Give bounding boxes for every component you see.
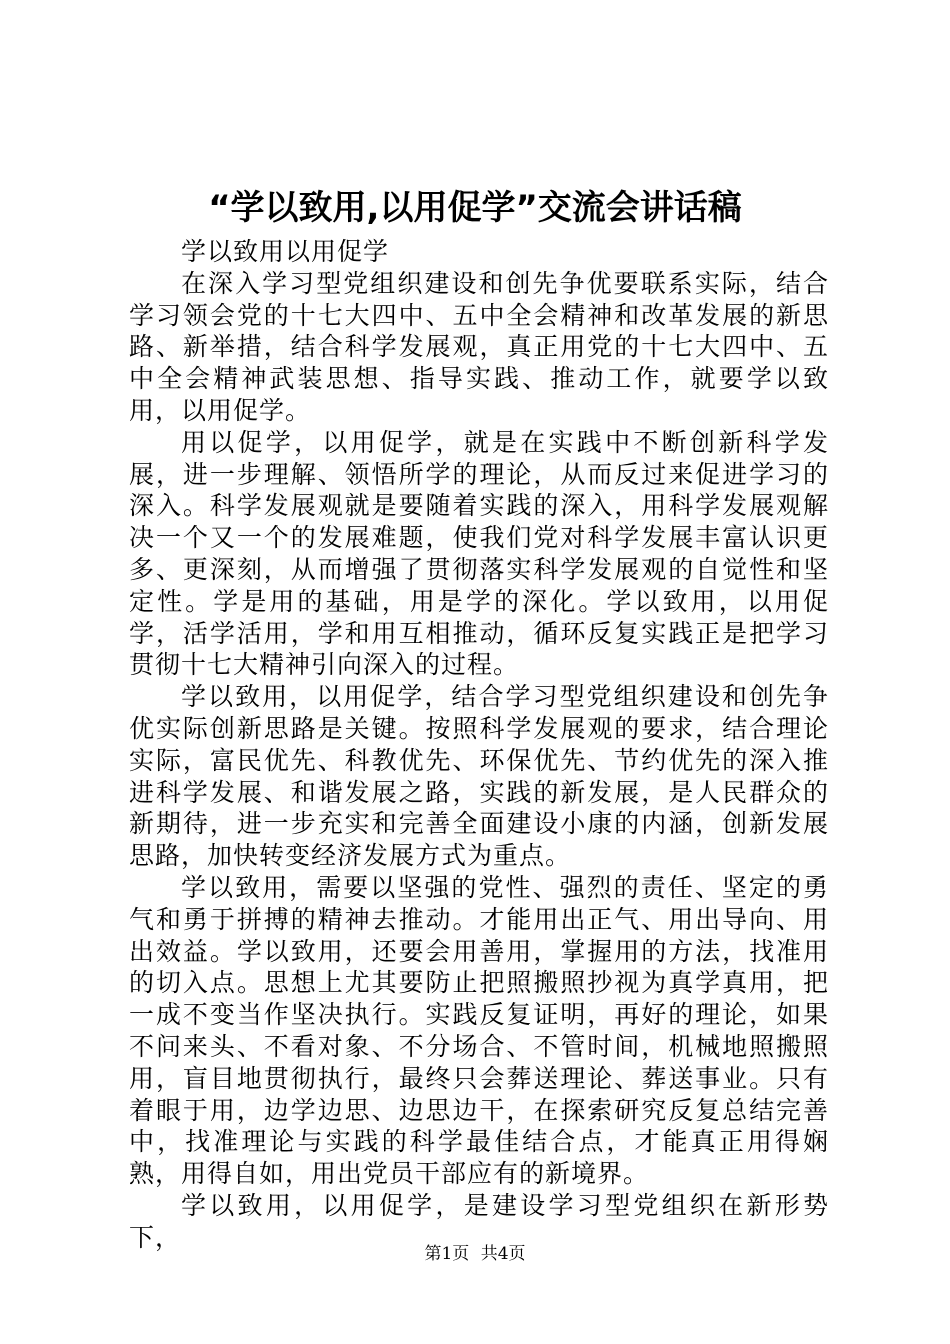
document-title: “学以致用,以用促学”交流会讲话稿	[208, 188, 742, 228]
body-paragraph: 用以促学，以用促学，就是在实践中不断创新科学发展，进一步理解、领悟所学的理论，从而反过来促进学习的深入。科学发展观就是要随着实践的深入，用科学发展观解决一个又一个的发展难题，使我们党对科学发展丰富认识更多、更深刻，从而增强了贯彻落实科学发展观的自觉性和坚定性。学是用的基础，用是学的深化。学以致用，以用促学，活学活用，学和用互相推动，循环反复实践正是把学习贯彻十七大精神引向深入的过程。	[129, 427, 829, 680]
body-paragraph: 学以致用，以用促学，结合学习型党组织建设和创先争优实际创新思路是关键。按照科学发展观的要求，结合理论实际，富民优先、科教优先、环保优先、节约优先的深入推进科学发展、和谐发展之路，实践的新发展，是人民群众的新期待，进一步充实和完善全面建设小康的内涵，创新发展思路，加快转变经济发展方式为重点。	[129, 682, 829, 871]
page-number: 第1页	[424, 1244, 470, 1264]
body-paragraph: 学以致用以用促学	[181, 237, 390, 266]
body-paragraph: 学以致用，以用促学，是建设学习型党组织在新形势下，	[129, 1190, 829, 1252]
page-footer	[0, 1243, 950, 1265]
body-paragraph: 学以致用，需要以坚强的党性、强烈的责任、坚定的勇气和勇于拼搏的精神去推动。才能用出正气、用出导向、用出效益。学以致用，还要会用善用，掌握用的方法，找准用的切入点。思想上尤其要防止把照搬照抄视为真学真用，把一成不变当作坚决执行。实践反复证明，再好的理论，如果不问来头、不看对象、不分场合、不管时间，机械地照搬照用，盲目地贯彻执行，最终只会葬送理论、葬送事业。只有着眼于用，边学边思、边思边干，在探索研究反复总结完善中，找准理论与实践的科学最佳结合点，才能真正用得娴熟，用得自如，用出党员干部应有的新境界。	[129, 872, 829, 1189]
document-body	[129, 236, 829, 1254]
body-paragraph: 在深入学习型党组织建设和创先争优要联系实际，结合学习领会党的十七大四中、五中全会精神和改革发展的新思路、新举措，结合科学发展观，真正用党的十七大四中、五中全会精神武装思想、指导实践、推动工作，就要学以致用，以用促学。	[129, 268, 829, 425]
page-total: 共4页	[480, 1244, 526, 1264]
